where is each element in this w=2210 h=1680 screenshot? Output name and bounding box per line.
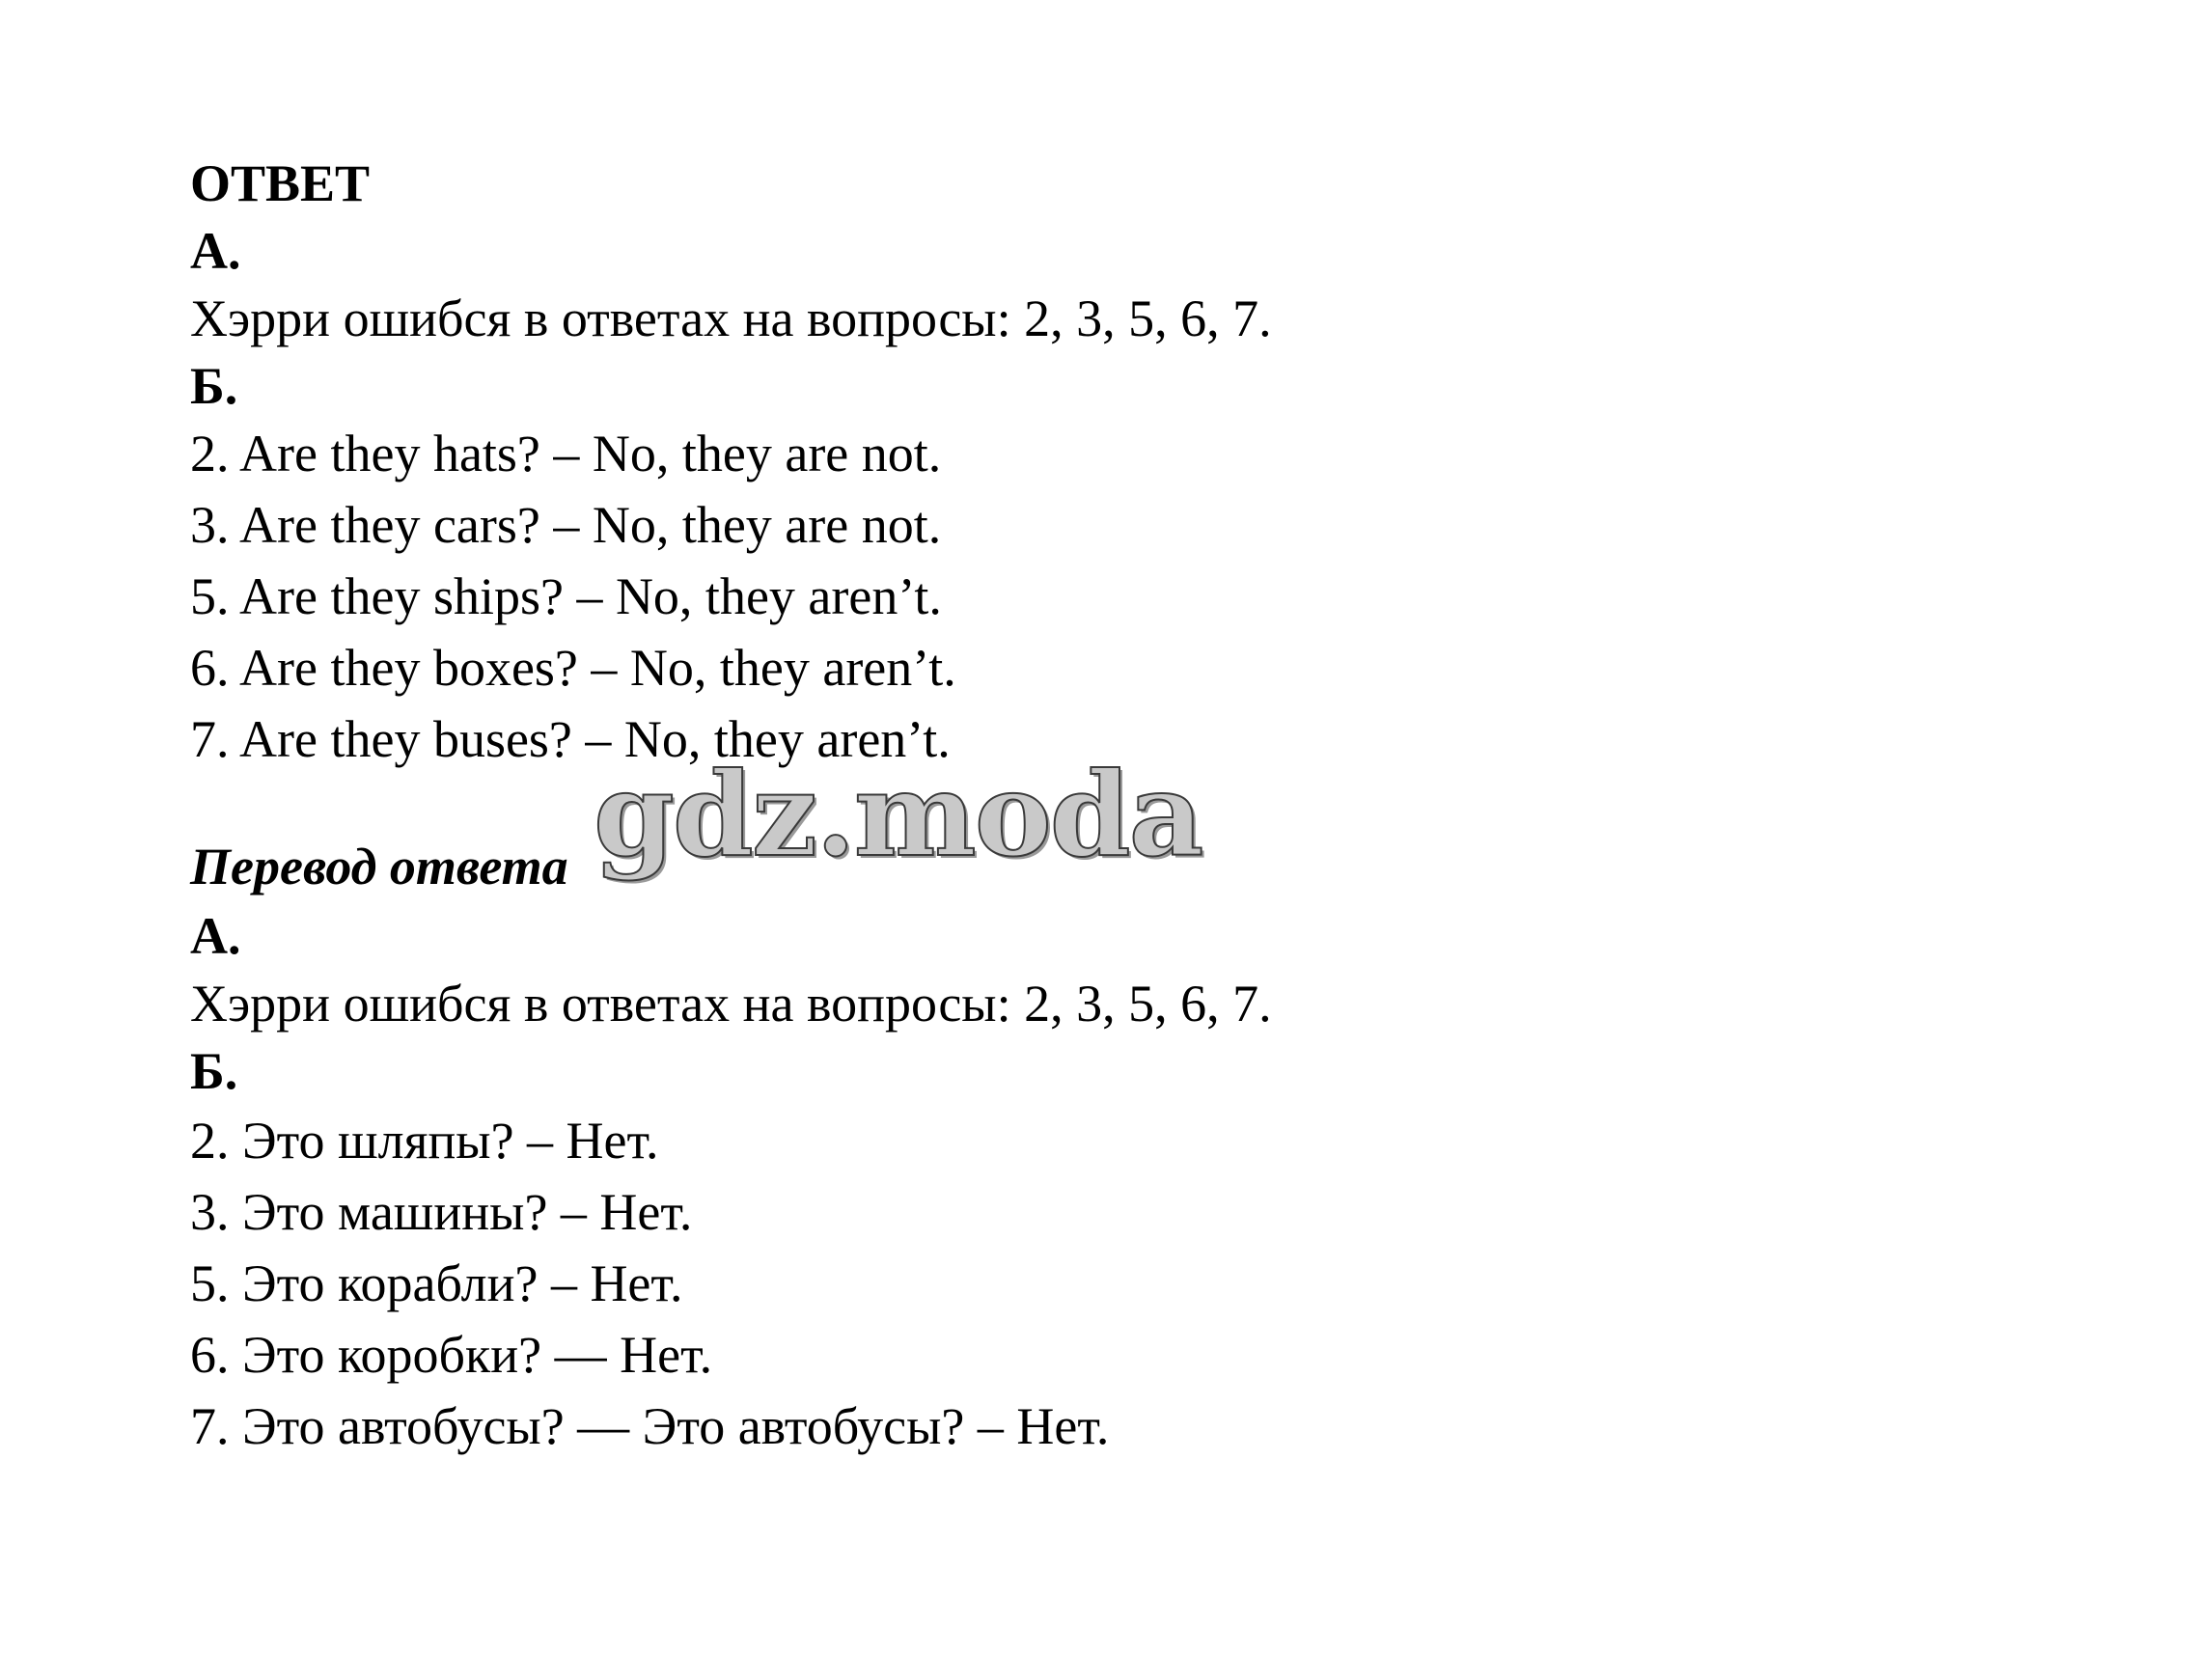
- translation-section-b-label: Б.: [190, 1042, 238, 1100]
- answer-section-b-label: Б.: [190, 357, 238, 415]
- answer-line: 7. Are they buses? – No, they aren’t.: [190, 710, 951, 768]
- answer-section-a-label: А.: [190, 222, 241, 280]
- watermark-logo: gdz.moda: [594, 747, 1202, 883]
- translation-line: 7. Это автобусы? — Это автобусы? – Нет.: [190, 1397, 1110, 1455]
- translation-title: Перевод ответа: [190, 838, 568, 895]
- answer-line: 2. Are they hats? – No, they are not.: [190, 425, 942, 482]
- translation-line: 2. Это шляпы? – Нет.: [190, 1112, 659, 1170]
- translation-line: 3. Это машины? – Нет.: [190, 1183, 693, 1241]
- answer-section-a-text: Хэрри ошибся в ответах на вопросы: 2, 3, 5, 6, 7.: [190, 289, 1272, 347]
- translation-section-a-text: Хэрри ошибся в ответах на вопросы: 2, 3, 5, 6, 7.: [190, 975, 1272, 1033]
- answer-title: ОТВЕТ: [190, 154, 371, 212]
- answer-line: 5. Are they ships? – No, they aren’t.: [190, 567, 942, 625]
- translation-line: 6. Это коробки? — Нет.: [190, 1326, 713, 1384]
- answer-line: 3. Are they cars? – No, they are not.: [190, 496, 942, 554]
- answer-line: 6. Are they boxes? – No, they aren’t.: [190, 639, 956, 697]
- translation-section-a-label: А.: [190, 907, 241, 965]
- translation-line: 5. Это корабли? – Нет.: [190, 1254, 683, 1312]
